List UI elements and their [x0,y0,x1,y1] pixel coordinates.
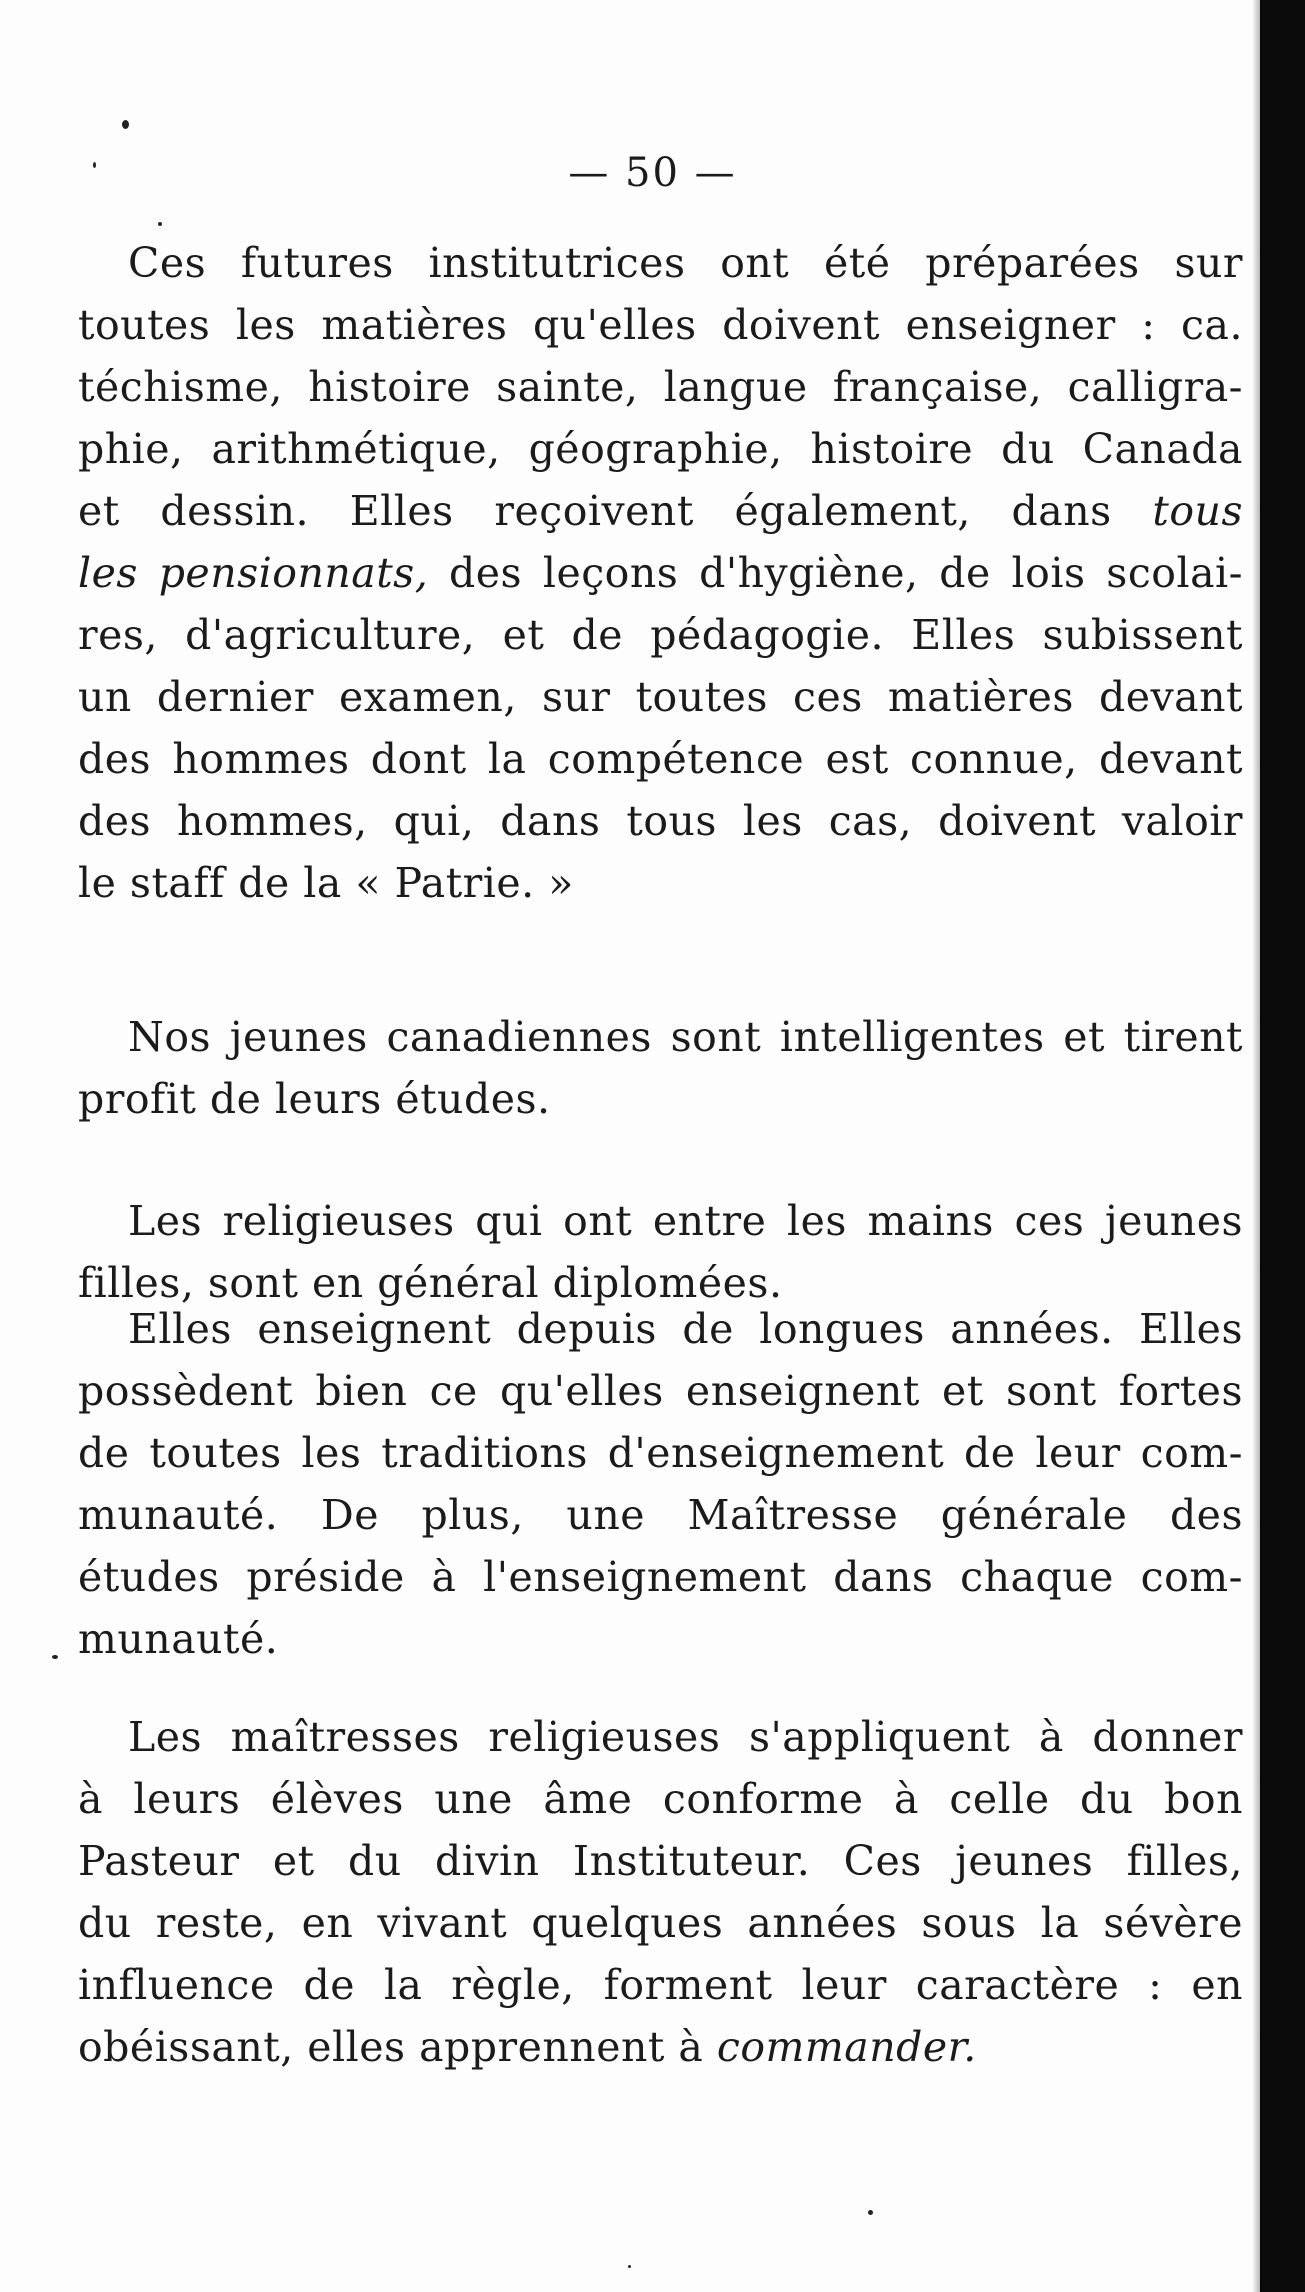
text-segment: et dessin. Elles reçoivent également, dans [78,487,1153,535]
paragraph-religieuses [78,1190,1243,1314]
text-line: profit de leurs études. [78,1075,551,1123]
paragraph-maitresses [78,1706,1243,2078]
text-line: des hommes dont la compétence est connue, devant [78,735,1243,783]
text-line-with-italic [78,542,1243,604]
text-line: influence de la règle, forment leur caractère : en [78,1961,1243,2009]
ink-speck [628,2265,631,2268]
text-line: toutes les matières qu'elles doivent enseigner : ca. [78,301,1243,349]
text-line-with-italic [78,2016,1243,2078]
text-line: possèdent bien ce qu'elles enseignent et sont fortes [78,1367,1243,1415]
text-segment: obéissant, elles apprennent à [78,2023,717,2071]
text-line: des hommes, qui, dans tous les cas, doivent valoir [78,797,1243,845]
text-line-with-italic [78,480,1243,542]
text-line: phie, arithmétique, géographie, histoire du Canada [78,425,1243,473]
text-line: Ces futures institutrices ont été préparées sur [128,239,1243,287]
text-line: Nos jeunes canadiennes sont intelligentes et tirent [128,1013,1243,1061]
text-line: le staff de la « Patrie. » [78,859,574,907]
page-number: — 50 — [568,150,737,196]
ink-speck [868,2210,873,2215]
ink-speck [158,222,162,226]
text-line: munauté. De plus, une Maîtresse générale des [78,1491,1243,1539]
paragraph-enseignement [78,1298,1243,1670]
text-line: res, d'agriculture, et de pédagogie. Elles subissent [78,611,1243,659]
ink-speck [122,120,129,129]
page-binding-edge [1260,0,1305,2292]
text-line: Les religieuses qui ont entre les mains ces jeunes [128,1197,1243,1245]
text-line: études préside à l'enseignement dans chaque com- [78,1553,1243,1601]
text-line: Elles enseignent depuis de longues années. Elles [128,1305,1243,1353]
text-line: téchisme, histoire sainte, langue française, calligra- [78,363,1243,411]
paragraph-institutrices [78,232,1243,914]
text-line: munauté. [78,1615,279,1663]
text-segment: des leçons d'hygiène, de lois scolai- [428,549,1243,597]
text-line: Pasteur et du divin Instituteur. Ces jeunes filles, [78,1837,1243,1885]
text-line: un dernier examen, sur toutes ces matières devant [78,673,1243,721]
italic-emphasis: tous [1152,487,1243,535]
italic-emphasis: commander. [716,2023,977,2071]
text-line: filles, sont en général diplomées. [78,1259,783,1307]
text-line: de toutes les traditions d'enseignement de leur com- [78,1429,1243,1477]
paragraph-jeunes-canadiennes [78,1006,1243,1130]
ink-speck [52,1655,58,1659]
text-line: Les maîtresses religieuses s'appliquent à donner [128,1713,1243,1761]
italic-emphasis: les pensionnats, [78,549,429,597]
text-line: du reste, en vivant quelques années sous la sévère [78,1899,1243,1947]
text-line: à leurs élèves une âme conforme à celle du bon [78,1775,1243,1823]
